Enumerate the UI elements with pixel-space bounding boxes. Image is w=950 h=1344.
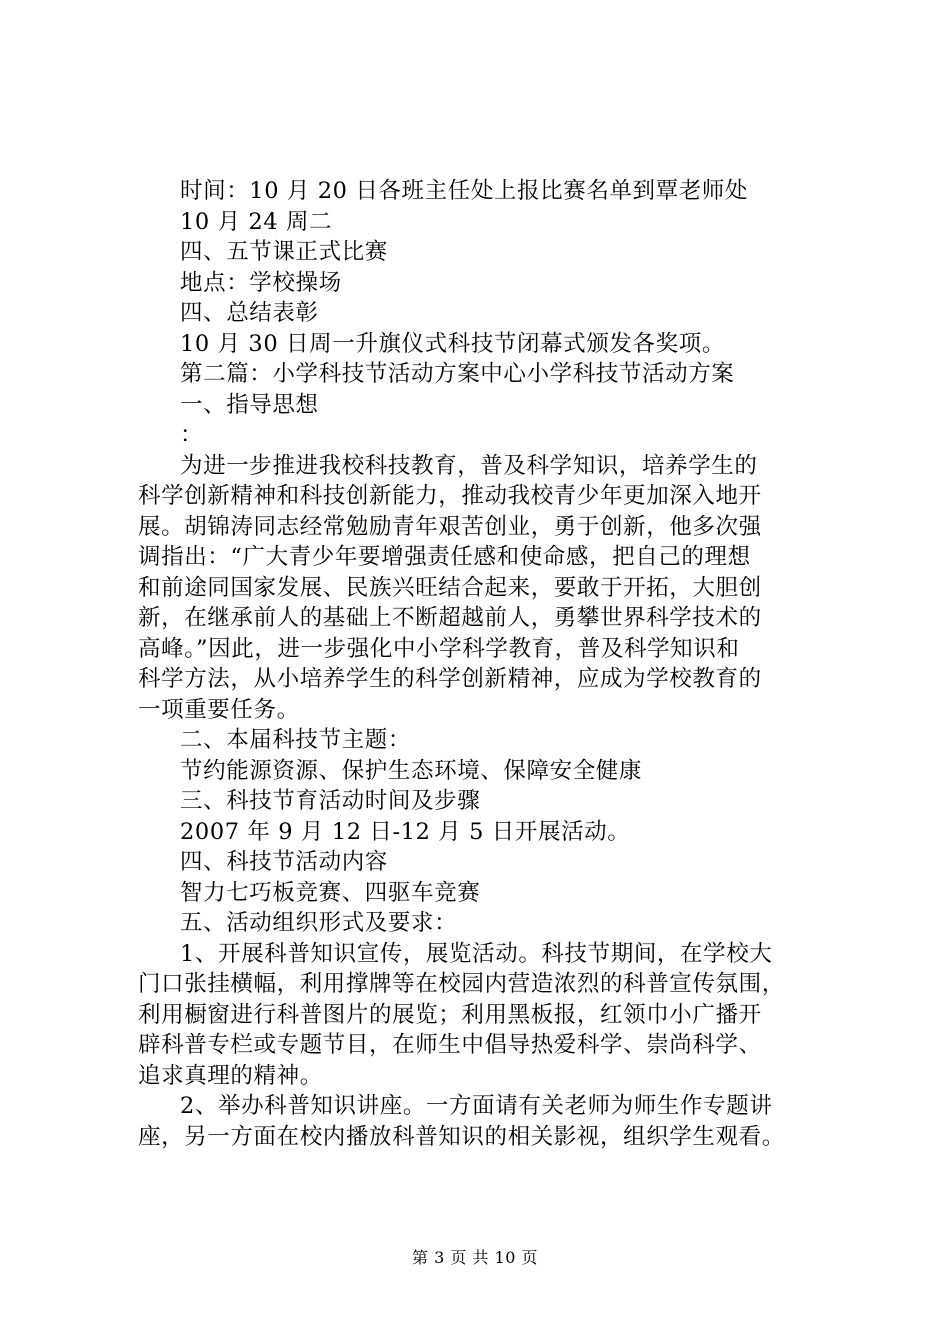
document-body [138,176,838,1152]
paragraph-line: 科学方法，从小培养学生的科学创新精神，应成为学校教育的 [138,666,762,692]
paragraph-guiding-thought [138,451,838,726]
subsection-heading: 三、科技节育活动时间及步骤 [180,788,481,814]
text-line: 时间：10 月 20 日各班主任处上报比赛名单到覃老师处 [180,178,749,204]
text-line: 10 月 30 日周一升旗仪式科技节闭幕式颁发各奖项。 [180,330,725,357]
text-line: 四、总结表彰 [180,300,319,326]
subsection-heading: 一、指导思想 [180,391,319,418]
text-line: 节约能源资源、保护生态环境、保障安全健康 [180,757,643,784]
paragraph-line: 调指出：“广大青少年要增强责任感和使命感，把自己的理想 [138,544,751,570]
paragraph-line: 座，另一方面在校内播放科普知识的相关影视，组织学生观看。 [138,1123,785,1150]
text-line: 2007 年 9 月 12 日-12 月 5 日开展活动。 [180,818,631,845]
text-line: 四、五节课正式比赛 [180,239,388,265]
paragraph-line: 一项重要任务。 [138,696,300,723]
paragraph-line: 门口张挂横幅，利用撑牌等在校园内营造浓烈的科普宣传氛围， [138,971,785,997]
section-heading: 第二篇：小学科技节活动方案中心小学科技节活动方案 [180,361,735,387]
text-line: 智力七巧板竞赛、四驱车竞赛 [180,879,481,906]
paragraph-line: 2、举办科普知识讲座。一方面请有关老师为师生作专题讲 [180,1093,773,1119]
text-line: 10 月 24 周二 [180,208,333,235]
paragraph-item-2 [138,1091,838,1152]
paragraph-item-1 [138,939,838,1092]
subsection-heading: 五、活动组织形式及要求： [180,910,458,936]
paragraph-line: 1、开展科普知识宣传，展览活动。科技节期间，在学校大 [180,940,773,967]
paragraph-line: 为进一步推进我校科技教育，普及科学知识，培养学生的 [180,452,758,479]
paragraph-line: 科学创新精神和科技创新能力，推动我校青少年更加深入地开 [138,483,762,509]
paragraph-line: 利用橱窗进行科普图片的展览；利用黑板报，红领巾小广播开 [138,1001,762,1028]
page-footer: 第 3 页 共 10 页 [412,1248,538,1267]
subsection-heading: 四、科技节活动内容 [180,849,388,875]
paragraph-line: 追求真理的精神。 [138,1062,323,1089]
paragraph-line: 辟科普专栏或专题节目，在师生中倡导热爱科学、崇尚科学、 [138,1032,762,1058]
paragraph-line: 高峰。”因此，进一步强化中小学科学教育，普及科学知识和 [138,635,740,662]
paragraph-line: 新，在继承前人的基础上不断超越前人，勇攀世界科学技术的 [138,605,762,631]
subsection-heading: 二、本届科技节主题： [180,727,412,753]
paragraph-line: 和前途同国家发展、民族兴旺结合起来，要敢于开拓，大胆创 [138,574,762,601]
text-line: 地点：学校操场 [180,269,342,296]
paragraph-line: 展。胡锦涛同志经常勉励青年艰苦创业，勇于创新，他多次强 [138,513,762,540]
text-line: ： [180,422,204,448]
